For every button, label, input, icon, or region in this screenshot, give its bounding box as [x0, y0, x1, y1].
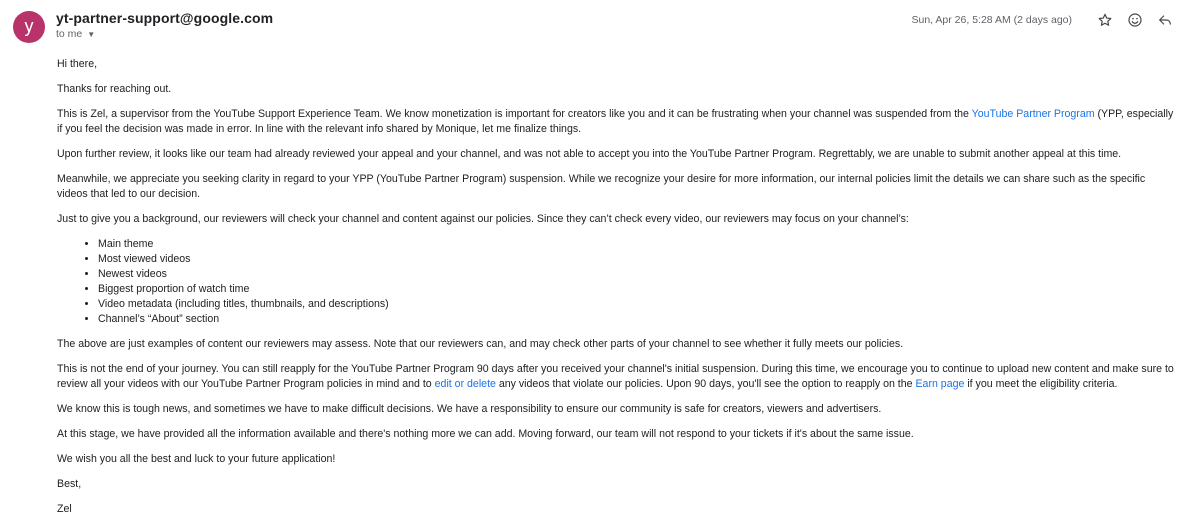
reapply-text-a: This is not the end of your journey. You can still reapply for the YouTube Partner Program 90 days after you received your channel's initial suspension. During this time, we encourage you to continue to upload new content and make sure to review all your videos with our YouTube Partner Program policies in mind and to — [57, 363, 1174, 390]
paragraph-clarity: Meanwhile, we appreciate you seeking clarity in regard to your YPP (YouTube Partner Program) suspension. While we recognize your desire for more information, our internal policies limit the details we can share such as the specific videos that led to our decision. — [57, 173, 1146, 200]
youtube-partner-program-link[interactable]: YouTube Partner Program — [971, 108, 1095, 120]
list-item: • Channel’s “About” section — [98, 312, 1177, 327]
edit-or-delete-link[interactable]: edit or delete — [434, 378, 496, 390]
recipient-line[interactable] — [56, 28, 95, 40]
reapply-text-c: if you meet the eligibility criteria. — [964, 378, 1118, 390]
signature: Zel — [57, 503, 72, 515]
paragraph-review: Upon further review, it looks like our team had already reviewed your appeal and your channel, and was not able to accept you into the YouTube Partner Program. Regrettably, we are unable to submit another appeal at this time. — [57, 148, 1122, 160]
list-item: • Newest videos — [98, 267, 1177, 282]
star-icon[interactable] — [1094, 9, 1116, 31]
paragraph-background: Just to give you a background, our reviewers will check your channel and content against our policies. Since they can’t check every video, our reviewers may focus on your channel’s: — [57, 213, 909, 225]
recipient-details-dropdown-icon[interactable]: ▼ — [87, 29, 96, 39]
intro-text-a: This is Zel, a supervisor from the YouTube Support Experience Team. We know monetization is important for creators like you and it can be frustrating when your channel was suspended from the — [57, 108, 972, 120]
greeting: Hi there, — [57, 58, 98, 70]
sender-email[interactable]: yt-partner-support@google.com — [56, 10, 274, 26]
list-item: • Most viewed videos — [98, 252, 1177, 267]
sender-avatar[interactable]: y — [13, 11, 45, 43]
paragraph-reapply — [57, 362, 1177, 392]
list-item: • Main theme — [98, 237, 1177, 252]
list-item: • Video metadata (including titles, thumbnails, and descriptions) — [98, 297, 1177, 312]
earn-page-link[interactable]: Earn page — [915, 378, 965, 390]
paragraph-final-stage: At this stage, we have provided all the information available and there's nothing more we can add. Moving forward, our team will not respond to your tickets if it's about the same issue. — [57, 428, 914, 440]
review-criteria-list — [57, 237, 1177, 327]
message-date: Sun, Apr 26, 5:28 AM (2 days ago) — [911, 14, 1072, 26]
recipient-label: to me — [56, 28, 83, 40]
reapply-text-b: any videos that violate our policies. Upon 90 days, you'll see the option to reapply on the — [495, 378, 916, 390]
paragraph-examples: The above are just examples of content our reviewers may assess. Note that our reviewers can, and may check other parts of your channel to see whether it fully meets our policies. — [57, 338, 904, 350]
intro-text-b: (YPP, especially if you feel the decision was made in error. In line with the relevant info shared by Monique, let me finalize things. — [57, 108, 1174, 135]
message-body — [57, 57, 1177, 527]
reply-icon[interactable] — [1154, 9, 1176, 31]
paragraph-wishes: We wish you all the best and luck to your future application! — [57, 453, 336, 465]
list-item: • Biggest proportion of watch time — [98, 282, 1177, 297]
emoji-icon[interactable] — [1124, 9, 1146, 31]
message-actions — [911, 9, 1176, 31]
signoff: Best, — [57, 478, 82, 490]
paragraph-tough-news: We know this is tough news, and sometimes we have to make difficult decisions. We have a responsibility to ensure our community is safe for creators, viewers and advertisers. — [57, 403, 882, 415]
paragraph-intro — [57, 107, 1177, 137]
paragraph-thanks: Thanks for reaching out. — [57, 83, 172, 95]
